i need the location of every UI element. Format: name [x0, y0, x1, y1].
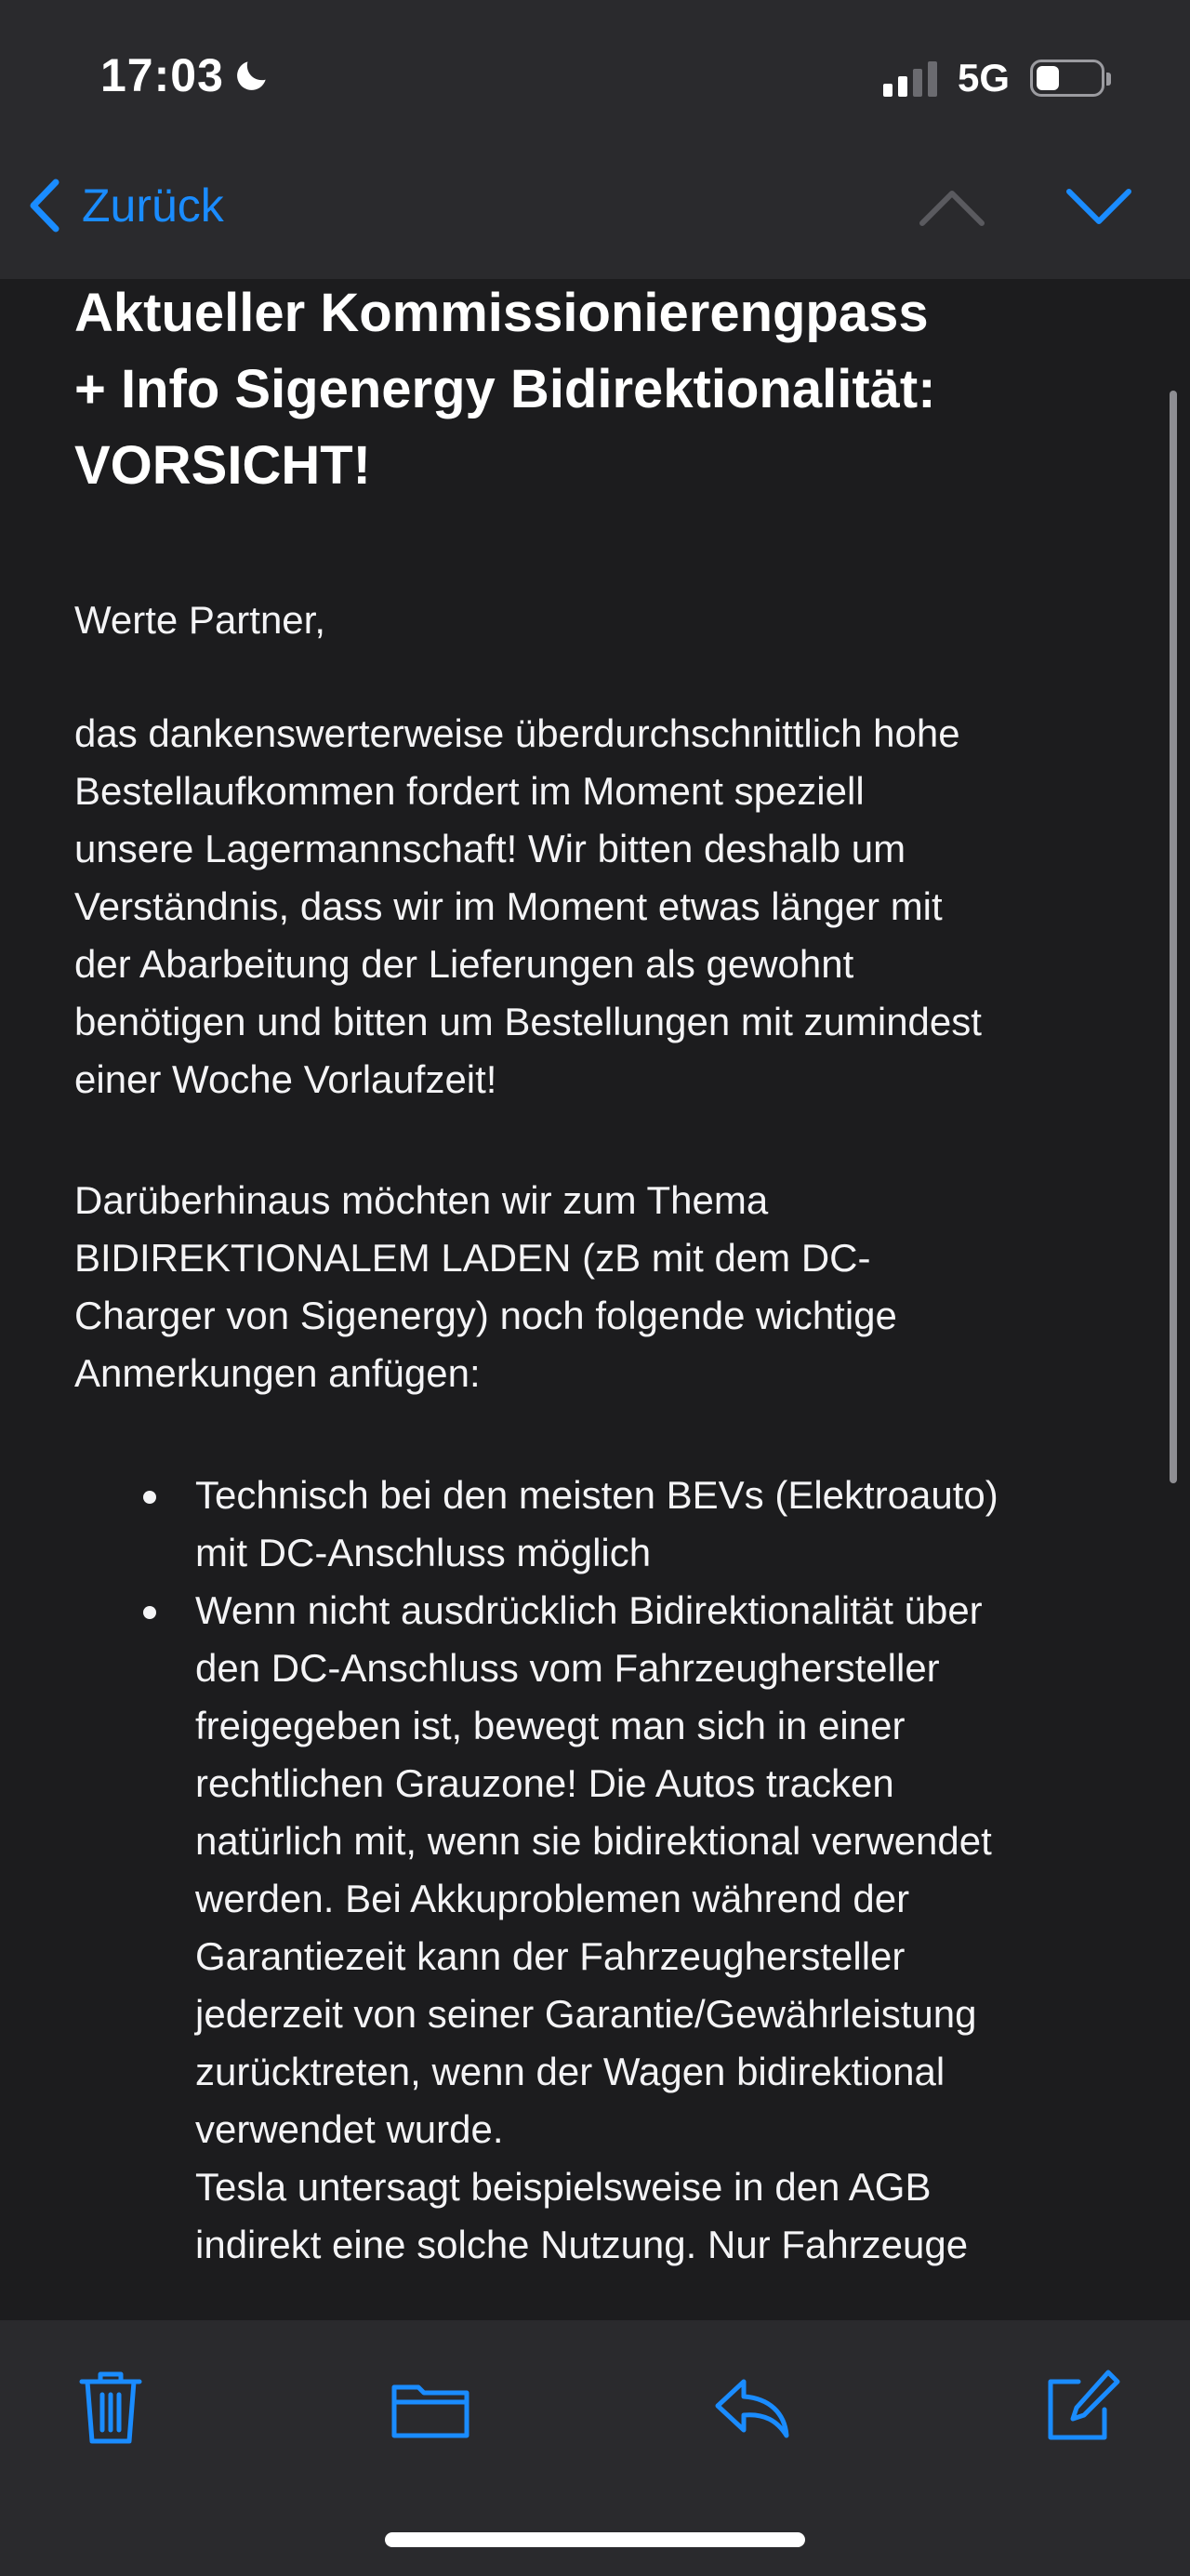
text-line: das dankenswerterweise überdurchschnittlich hohe: [74, 711, 960, 755]
battery-icon: [1030, 60, 1104, 97]
text-line: rechtlichen Grauzone! Die Autos tracken: [195, 1761, 894, 1805]
list-item: [74, 1582, 1125, 2274]
scrollbar[interactable]: [1170, 391, 1177, 1483]
status-time-text: 17:03: [100, 49, 224, 101]
text-line: zurücktreten, wenn der Wagen bidirektional: [195, 2050, 945, 2093]
text-line: mit DC-Anschluss möglich: [195, 1531, 652, 1574]
list-item: [74, 1467, 1125, 1582]
text-line: Bestellaufkommen fordert im Moment speziell: [74, 769, 865, 813]
status-time: [100, 48, 272, 102]
text-line: Garantiezeit kann der Fahrzeughersteller: [195, 1934, 906, 1978]
text-line: Anmerkungen anfügen:: [74, 1351, 481, 1395]
subject-line: + Info Sigenergy Bidirektionalität:: [74, 359, 936, 419]
bottom-toolbar: [0, 2320, 1190, 2576]
top-bar: [0, 0, 1190, 279]
back-button-label: Zurück: [82, 179, 224, 232]
text-line: Wenn nicht ausdrücklich Bidirektionalität über: [195, 1588, 983, 1632]
text-line: Verständnis, dass wir im Moment etwas länger mit: [74, 884, 943, 928]
text-line: Charger von Sigenergy) noch folgende wichtige: [74, 1294, 897, 1337]
greeting: Werte Partner,: [74, 598, 326, 642]
home-indicator[interactable]: [385, 2532, 805, 2547]
text-line: unsere Lagermannschaft! Wir bitten deshalb um: [74, 827, 906, 870]
text-line: freigegeben ist, bewegt man sich in einer: [195, 1704, 906, 1747]
text-line: Technisch bei den meisten BEVs (Elektroauto): [195, 1473, 998, 1517]
text-line: Darüberhinaus möchten wir zum Thema: [74, 1178, 769, 1222]
moon-icon: [231, 55, 272, 96]
text-line: den DC-Anschluss vom Fahrzeughersteller: [195, 1646, 940, 1690]
text-line: der Abarbeitung der Lieferungen als gewohnt: [74, 942, 854, 986]
subject-line: Aktueller Kommissionierengpass: [74, 283, 929, 343]
bullet-list: [74, 1467, 1125, 2274]
chevron-up-icon[interactable]: [915, 175, 989, 240]
folder-icon[interactable]: [389, 2365, 472, 2449]
text-line: jederzeit von seiner Garantie/Gewährleistung: [195, 1992, 977, 2036]
text-line: indirekt eine solche Nutzung. Nur Fahrzeuge: [195, 2223, 969, 2266]
compose-icon[interactable]: [1038, 2365, 1121, 2449]
subject-line: VORSICHT!: [74, 435, 371, 496]
text-line: benötigen und bitten um Bestellungen mit zumindest: [74, 1000, 982, 1043]
text-line: werden. Bei Akkuproblemen während der: [195, 1877, 910, 1920]
reply-icon[interactable]: [710, 2365, 794, 2449]
status-indicators: [883, 56, 1104, 100]
email-body[interactable]: [0, 279, 1190, 2320]
text-line: natürlich mit, wenn sie bidirektional verwendet: [195, 1819, 992, 1863]
text-line: verwendet wurde.: [195, 2107, 504, 2151]
email-subject: [74, 279, 1116, 504]
paragraph-2: [74, 1172, 1125, 1402]
cellular-signal-icon: [883, 60, 937, 97]
text-line: Tesla untersagt beispielsweise in den AGB: [195, 2165, 932, 2209]
chevron-down-icon[interactable]: [1062, 175, 1136, 240]
network-type: 5G: [957, 56, 1010, 100]
text-line: einer Woche Vorlaufzeit!: [74, 1057, 497, 1101]
paragraph-1: [74, 705, 1125, 1109]
trash-icon[interactable]: [69, 2365, 152, 2449]
chevron-left-icon: [26, 177, 63, 234]
back-button[interactable]: [26, 177, 224, 234]
text-line: BIDIREKTIONALEM LADEN (zB mit dem DC-: [74, 1236, 871, 1280]
